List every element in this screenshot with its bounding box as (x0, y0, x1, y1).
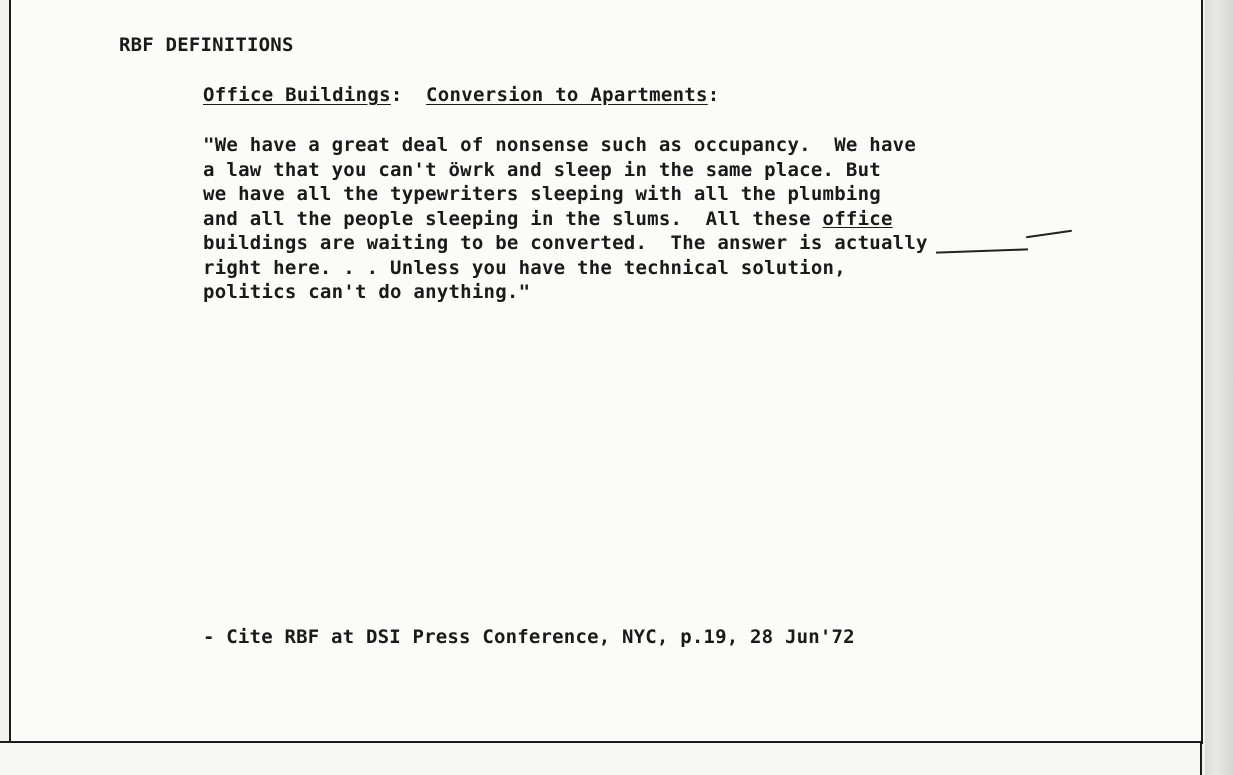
quote-line: a law that you can't öwrk and sleep in the same place. But (203, 158, 881, 181)
heading-end: : (707, 84, 720, 106)
page-edge-strip (1205, 0, 1233, 775)
heading-primary: Office Buildings (203, 84, 391, 106)
quote-line: we have all the typewriters sleeping with all the plumbing (203, 183, 881, 205)
heading-secondary: Conversion to Apartments (426, 84, 708, 106)
quote-line: buildings are waiting to be converted. The answer is actually (203, 232, 928, 254)
definition-heading (203, 84, 720, 106)
citation: - Cite RBF at DSI Press Conference, NYC, p.19, 28 Jun'72 (203, 626, 855, 648)
document-header: RBF DEFINITIONS (119, 34, 294, 56)
quote-line (203, 207, 928, 232)
underlined-word: office (822, 207, 893, 230)
next-card-edge (0, 741, 1202, 775)
quote-line: right here. . . Unless you have the technical solution, (203, 256, 846, 279)
quote-line-start: and all the people sleeping in the slums. All these (203, 207, 823, 230)
heading-separator: : (390, 84, 427, 106)
quote-line: "We have a great deal of nonsense such as occupancy. We have (203, 134, 917, 156)
quote-block (203, 133, 928, 305)
quote-line: politics can't do anything." (203, 281, 531, 303)
